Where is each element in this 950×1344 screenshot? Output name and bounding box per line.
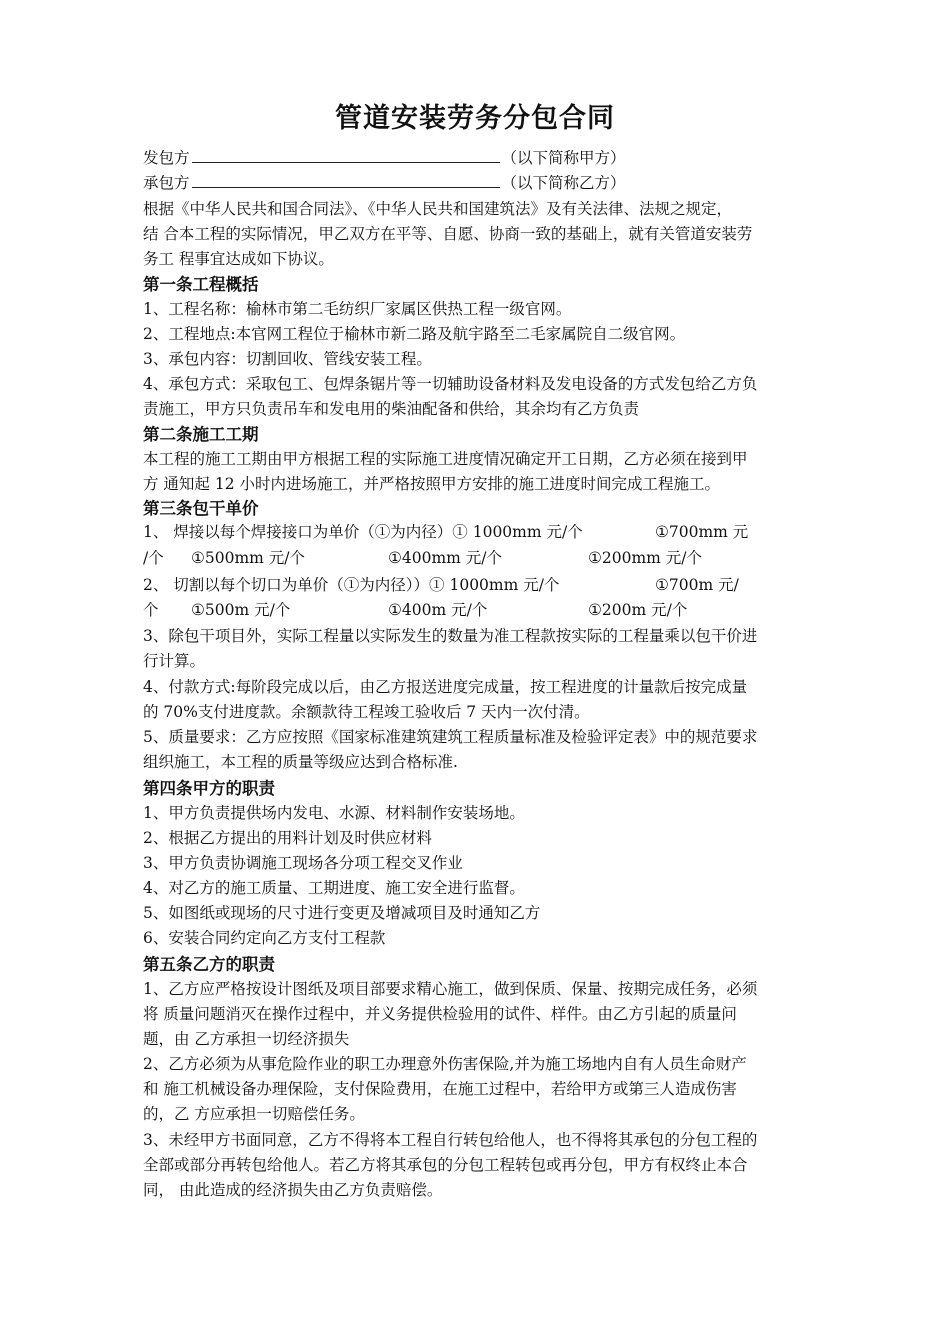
article-5-line: 题，由 乙方承担一切经济损失 xyxy=(143,1030,350,1048)
intro-line: 根据《中华人民共和国合同法》、《中华人民共和国建筑法》及有关法律、法规之规定， xyxy=(143,200,733,218)
article-3-line: 3、除包干项目外，实际工程量以实际发生的数量为准工程款按实际的工程量乘以包干价进 xyxy=(143,627,758,645)
article-1-heading: 第一条工程概括 xyxy=(143,275,259,294)
price-item-1-400: ①400mm 元/个 xyxy=(388,549,503,567)
article-4-line: 3、甲方负责协调施工现场各分项工程交叉作业 xyxy=(143,854,463,872)
article-5-line: 3、未经甲方书面同意，乙方不得将本工程自行转包给他人，也不得将其承包的分包工程的 xyxy=(143,1131,758,1149)
article-3-line: 的 70%支付进度款。余额款待工程竣工验收后 7 天内一次付清。 xyxy=(143,703,590,721)
article-4-line: 1、甲方负责提供场内发电、水源、材料制作安装场地。 xyxy=(143,804,525,822)
party-b-line xyxy=(143,171,823,196)
article-3-line: 4、付款方式:每阶段完成以后，由乙方报送进度完成量，按工程进度的计量款后按完成量 xyxy=(143,678,748,696)
article-1-line: 1、工程名称：榆林市第二毛纺织厂家属区供热工程一级官网。 xyxy=(143,300,572,318)
article-1-line: 责施工，甲方只负责吊车和发电用的柴油配备和供给，其余均有乙方负责 xyxy=(143,400,640,418)
price-item-2-row-a xyxy=(143,573,823,598)
article-1-line: 3、承包内容：切割回收、管线安装工程。 xyxy=(143,350,432,368)
party-a-label: 发包方 xyxy=(143,149,190,167)
price-item-2-unit: 个 xyxy=(143,601,159,619)
article-2-heading: 第二条施工工期 xyxy=(143,425,259,444)
document-title: 管道安装劳务分包合同 xyxy=(335,103,615,134)
article-4-line: 6、安装合同约定向乙方支付工程款 xyxy=(143,929,386,947)
price-item-2-500: ①500m 元/个 xyxy=(191,601,291,619)
party-a-line xyxy=(143,146,823,171)
price-item-2-200: ①200m 元/个 xyxy=(588,601,688,619)
price-item-1-row-a xyxy=(143,520,823,545)
article-4-line: 2、根据乙方提出的用料计划及时供应材料 xyxy=(143,829,432,847)
article-5-line: 全部或部分再转包给他人。若乙方将其承包的分包工程转包或再分包，甲方有权终止本合 xyxy=(143,1156,748,1174)
party-b-suffix: （以下简称乙方） xyxy=(501,174,626,192)
article-1-line: 4、承包方式：采取包工、包焊条锯片等一切辅助设备材料及发电设备的方式发包给乙方负 xyxy=(143,375,758,393)
party-b-blank[interactable] xyxy=(192,172,500,188)
price-item-1-text: 1、 焊接以每个焊接接口为单价（①为内径）① 1000mm 元/个 xyxy=(143,523,583,541)
price-item-1-700: ①700mm 元 xyxy=(655,523,749,541)
price-item-1-unit: /个 xyxy=(143,549,164,567)
price-item-1-row-b xyxy=(143,546,823,571)
article-5-line: 将 质量问题消灭在操作过程中，并义务提供检验用的试件、样件。由乙方引起的质量问 xyxy=(143,1005,737,1023)
price-item-1-200: ①200mm 元/个 xyxy=(588,549,703,567)
party-a-suffix: （以下简称甲方） xyxy=(501,149,626,167)
price-item-2-row-b xyxy=(143,598,823,623)
article-3-line: 组织施工，本工程的质量等级应达到合格标准. xyxy=(143,753,458,771)
article-1-line: 2、工程地点:本官网工程位于榆林市新二路及航宇路至二毛家属院自二级官网。 xyxy=(143,325,686,343)
article-5-heading: 第五条乙方的职责 xyxy=(143,955,275,974)
article-5-line: 1、乙方应严格按设计图纸及项目部要求精心施工，做到保质、保量、按期完成任务，必须 xyxy=(143,980,758,998)
article-4-line: 5、如图纸或现场的尺寸进行变更及增减项目及时通知乙方 xyxy=(143,904,541,922)
article-2-line: 本工程的施工工期由甲方根据工程的实际施工进度情况确定开工日期，乙方必须在接到甲 xyxy=(143,450,748,468)
party-b-label: 承包方 xyxy=(143,174,190,192)
intro-line: 结 合本工程的实际情况，甲乙双方在平等、自愿、协商一致的基础上，就有关管道安装劳 xyxy=(143,225,753,243)
intro-line: 务工 程事宜达成如下协议。 xyxy=(143,250,334,268)
price-item-2-700: ①700m 元/ xyxy=(655,576,739,594)
article-3-heading: 第三条包干单价 xyxy=(143,499,259,518)
article-5-line: 和 施工机械设备办理保险，支付保险费用，在施工过程中，若给甲方或第三人造成伤害 xyxy=(143,1080,737,1098)
party-a-blank[interactable] xyxy=(192,147,500,163)
article-3-line: 5、质量要求：乙方应按照《国家标准建筑建筑工程质量标准及检验评定表》中的规范要求 xyxy=(143,728,758,746)
price-item-2-text: 2、 切割以每个切口为单价（①为内径））① 1000mm 元/个 xyxy=(143,576,560,594)
price-item-1-500: ①500mm 元/个 xyxy=(191,549,306,567)
article-4-heading: 第四条甲方的职责 xyxy=(143,779,275,798)
article-2-line: 方 通知起 12 小时内进场施工，并严格按照甲方安排的施工进度时间完成工程施工。 xyxy=(143,475,721,493)
article-5-line: 同， 由此造成的经济损失由乙方负责赔偿。 xyxy=(143,1181,443,1199)
article-5-line: 2、乙方必须为从事危险作业的职工办理意外伤害保险,并为施工场地内自有人员生命财产 xyxy=(143,1055,747,1073)
article-3-line: 行计算。 xyxy=(143,652,206,670)
article-4-line: 4、对乙方的施工质量、工期进度、施工安全进行监督。 xyxy=(143,879,525,897)
article-5-line: 的，乙 方应承担一切赔偿任务。 xyxy=(143,1105,365,1123)
price-item-2-400: ①400m 元/个 xyxy=(388,601,488,619)
